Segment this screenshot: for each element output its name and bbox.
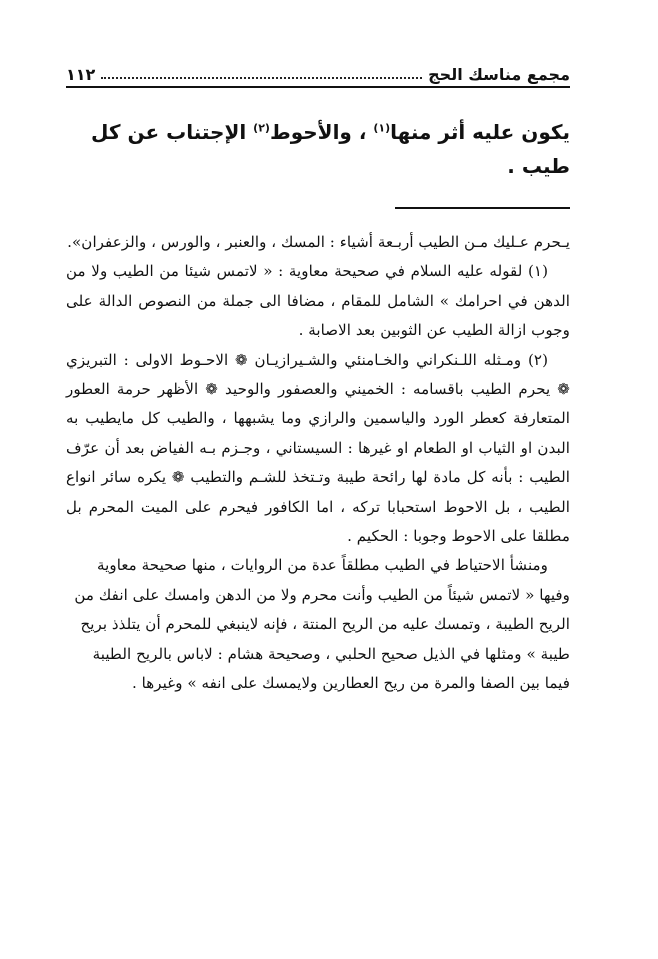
book-title: مجمع مناسك الحج [428, 65, 570, 84]
footnote-intro: يـحرم عـليك مـن الطيب أربـعة أشياء : المسك ، والعنبر ، والورس ، والزعفران». [67, 233, 570, 251]
footnote-2: (٢) ومـثله اللـنكراني والخـامنئي والشـيرازيـان ❁ الاحـوط الاولى : التبريزي ❁ يحرم الطيب باقسامه : الخميني والعصفور والوحيد ❁ الأظهر حرمة العطور المتعارفة كعطر الورد والياسمين والرازي وما يشبهها ، والطيب كل مايطيب به البدن او الثياب او الطعام او غيرها : السيستاني ، وجـزم بـه الفياض بعد أن عرّف الطيب : بأنه كل مادة لها رائحة طيبة وتـتخذ للشـم والتطيب ❁ يكره سائر انواع الطيب ، بل الاحوط استحبابا تركه ، اما الكافور فيحرم على الميت المحرم بل مطلقا على الاحوط وجوبا : الحكيم . [66, 350, 570, 546]
footnote-ref-2: (٢) [253, 121, 270, 135]
footnote-ref-1: (١) [373, 121, 391, 135]
footnote-1: (١) لقوله عليه السلام في صحيحة معاوية : « لاتمس شيئا من الطيب ولا من الدهن في احرامك » الشامل للمقام ، مضافا الى جملة من النصوص الدالة على وجوب ازالة الطيب عن الثوبين بعد الاصابة . [66, 262, 570, 340]
main-text-part-3: الإجتناب عن كل طيب . [91, 120, 570, 178]
main-text-part-1: يكون عليه أثر منها [390, 120, 570, 144]
footnote-separator [395, 207, 570, 209]
header-leader-dots [101, 77, 422, 79]
page-number: ١١٢ [66, 65, 96, 84]
footnote-note-paragraph: ومنشأ الاحتياط في الطيب مطلقاً عدة من الروايات ، منها صحيحة معاوية وفيها « لاتمس شيئاً من الطيب وأنت محرم ولا من الدهن وامسك على انفك من الريح الطيبة ، وتمسك عليه من الريح المنتة ، فإنه لاينبغي للمحرم أن يتلذذ بريح طيبة » ومثلها في الذيل صحيح الحلبي ، وصحيحة هشام : لاباس بالريح الطيبة فيما بين الصفا والمرة من ريح العطارين ولايمسك على انفه » وغيرها . [74, 556, 570, 693]
main-text-part-2: ، والأحوط [269, 120, 367, 144]
footnotes [66, 228, 570, 699]
running-header [66, 58, 570, 84]
main-text [66, 115, 570, 183]
header-rule [66, 86, 570, 88]
